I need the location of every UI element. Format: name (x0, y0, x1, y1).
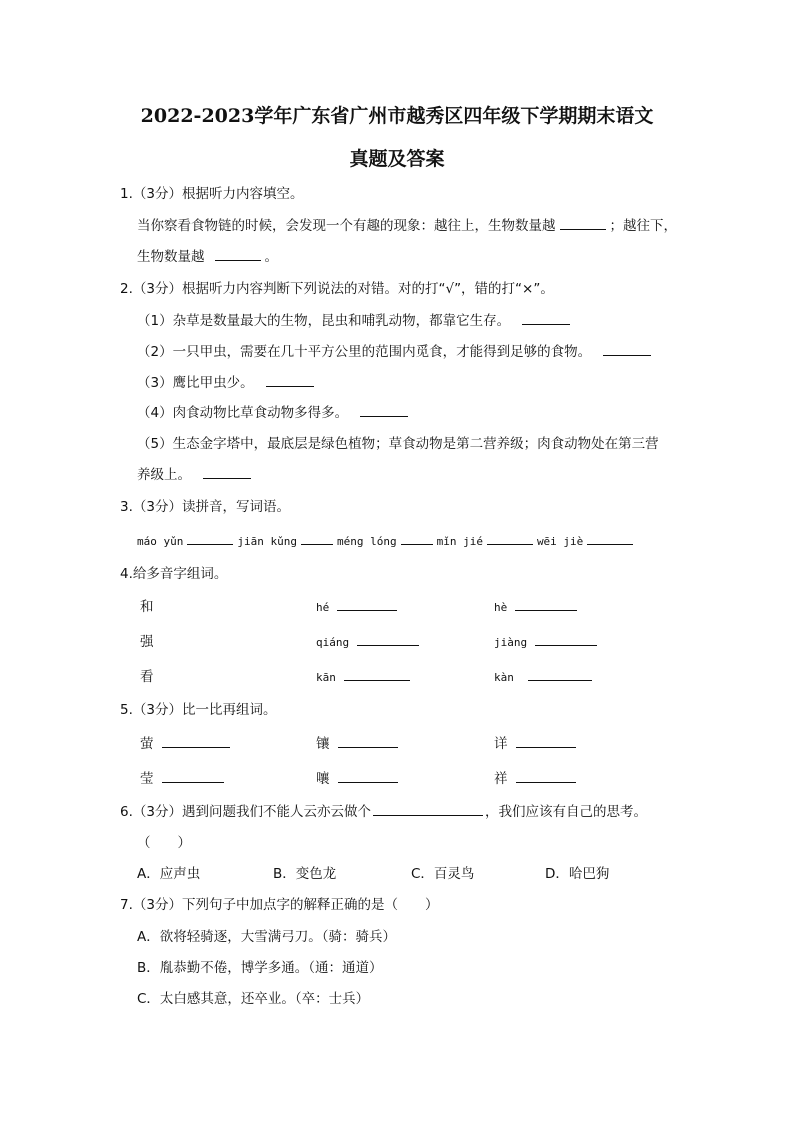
q4-heading: 4.给多音字组词。 (120, 566, 228, 582)
q5-blank-1-1[interactable] (162, 746, 230, 748)
q5-blank-2-3[interactable] (516, 781, 576, 783)
q7-option-c[interactable]: C．太白感其意，还卒业。（卒：士兵） (137, 991, 370, 1007)
q5-cell-2-3 (494, 771, 580, 787)
q3-blank-2[interactable] (301, 543, 333, 545)
q4-char-1: 和 (140, 599, 154, 615)
q2-item-5: （5）生态金字塔中，最底层是绿色植物；草食动物是第二营养级；肉食动物处在第三营 (137, 436, 659, 452)
q4-char-3: 看 (140, 669, 154, 685)
q2-item-3 (137, 375, 318, 391)
q3-blank-5[interactable] (587, 543, 633, 545)
q5-char-1-1: 萤 (140, 736, 154, 752)
q4-row-1-p1 (316, 601, 401, 614)
q6-option-d[interactable]: D．哈巴狗 (545, 866, 610, 882)
q2-item-5-cont (137, 467, 255, 483)
q4-blank-3a[interactable] (344, 679, 410, 681)
q6-option-a[interactable]: A．应声虫 (137, 866, 201, 882)
q4-pinyin-1a: hé (316, 601, 330, 614)
q1-blank-2[interactable] (215, 259, 261, 261)
q1-heading: 1.（3分）根据听力内容填空。 (120, 186, 304, 202)
q7-option-b[interactable]: B．胤恭勤不倦，博学多通。（通：通道） (137, 960, 383, 976)
q2-heading: 2.（3分）根据听力内容判断下列说法的对错。对的打“√”，错的打“×”。 (120, 281, 554, 297)
q1-text-2: 生物数量越 (137, 249, 205, 265)
q4-row-3-p1 (316, 671, 414, 684)
q5-char-2-3: 祥 (494, 771, 508, 787)
q1-text-1b: ；越往下， (609, 218, 677, 234)
q6-option-c[interactable]: C．百灵鸟 (411, 866, 475, 882)
q7-heading: 7.（3分）下列句子中加点字的解释正确的是（ ） (120, 897, 439, 913)
q3-blank-4[interactable] (487, 543, 533, 545)
q4-row-3-p2 (494, 671, 596, 684)
q2-blank-4[interactable] (360, 415, 408, 417)
q3-pinyin-3: méng lóng (336, 535, 397, 548)
q5-blank-2-1[interactable] (162, 781, 224, 783)
q5-blank-2-2[interactable] (338, 781, 398, 783)
q2-item-5-cont-text: 养级上。 (137, 467, 191, 483)
q1-text-2-end: 。 (264, 249, 278, 265)
q4-blank-3b[interactable] (528, 679, 592, 681)
q3-pinyin-1: máo yǔn (137, 535, 184, 548)
q4-char-2: 强 (140, 634, 154, 650)
q5-heading: 5.（3分）比一比再组词。 (120, 702, 277, 718)
q3-pinyin-2: jiān kǔng (237, 535, 297, 548)
q5-blank-1-3[interactable] (516, 746, 576, 748)
q2-item-3-text: （3）鹰比甲虫少。 (137, 375, 254, 391)
q3-pinyin-5: wēi jiè (536, 535, 584, 548)
q6-heading: 6.（3分）遇到问题我们不能人云亦云做个 (120, 804, 371, 820)
q5-char-2-2: 嚷 (316, 771, 330, 787)
q2-item-2-text: （2）一只甲虫，需要在几十平方公里的范围内觅食，才能得到足够的食物。 (137, 344, 592, 360)
q3-blank-3[interactable] (401, 543, 433, 545)
q2-item-1-text: （1）杂草是数量最大的生物，昆虫和哺乳动物，都靠它生存。 (137, 313, 511, 329)
q5-char-1-2: 镶 (316, 736, 330, 752)
q2-blank-5[interactable] (203, 477, 251, 479)
q3-pinyin-row (137, 535, 637, 548)
q5-char-1-3: 详 (494, 736, 508, 752)
q4-pinyin-2a: qiáng (316, 636, 350, 649)
q1-line2 (137, 249, 278, 265)
q4-row-1-p2 (494, 601, 581, 614)
q6-heading-end: ，我们应该有自己的思考。 (484, 804, 647, 820)
q1-line1 (137, 218, 677, 234)
q3-pinyin-4: mǐn jié (436, 535, 483, 548)
q5-blank-1-2[interactable] (338, 746, 398, 748)
doc-title-line1: 2022-2023学年广东省广州市越秀区四年级下学期期末语文 (140, 105, 654, 127)
q6-line (120, 804, 647, 820)
q5-cell-1-2 (316, 736, 402, 752)
q3-heading: 3.（3分）读拼音，写词语。 (120, 499, 290, 515)
q2-blank-1[interactable] (522, 323, 570, 325)
q5-cell-1-1 (140, 736, 234, 752)
q7-option-a[interactable]: A．欲将轻骑逐，大雪满弓刀。（骑：骑兵） (137, 929, 396, 945)
q4-pinyin-1b: hè (494, 601, 508, 614)
q4-pinyin-3a: kān (316, 671, 336, 684)
q4-blank-1b[interactable] (515, 609, 577, 611)
q4-blank-2b[interactable] (535, 644, 597, 646)
q2-item-1 (137, 313, 574, 329)
q5-cell-2-2 (316, 771, 402, 787)
q4-blank-1a[interactable] (337, 609, 397, 611)
q2-blank-3[interactable] (266, 385, 314, 387)
q2-item-4 (137, 405, 412, 421)
q4-pinyin-3b: kàn (494, 671, 514, 684)
q6-option-b[interactable]: B．变色龙 (273, 866, 337, 882)
q1-blank-1[interactable] (560, 228, 606, 230)
q2-item-2 (137, 344, 655, 360)
q2-item-4-text: （4）肉食动物比草食动物多得多。 (137, 405, 349, 421)
q2-blank-2[interactable] (603, 354, 651, 356)
q4-pinyin-2b: jiàng (494, 636, 528, 649)
q4-row-2-p2 (494, 636, 601, 649)
q6-blank[interactable] (373, 814, 483, 816)
q5-cell-1-3 (494, 736, 580, 752)
doc-title-line2: 真题及答案 (349, 148, 445, 170)
q3-blank-1[interactable] (187, 543, 233, 545)
q5-char-2-1: 莹 (140, 771, 154, 787)
q5-cell-2-1 (140, 771, 228, 787)
q4-row-2-p1 (316, 636, 423, 649)
q6-answer-paren[interactable]: （ ） (137, 835, 191, 851)
q1-text-1a: 当你察看食物链的时候，会发现一个有趣的现象：越往上，生物数量越 (137, 218, 556, 234)
q4-blank-2a[interactable] (357, 644, 419, 646)
